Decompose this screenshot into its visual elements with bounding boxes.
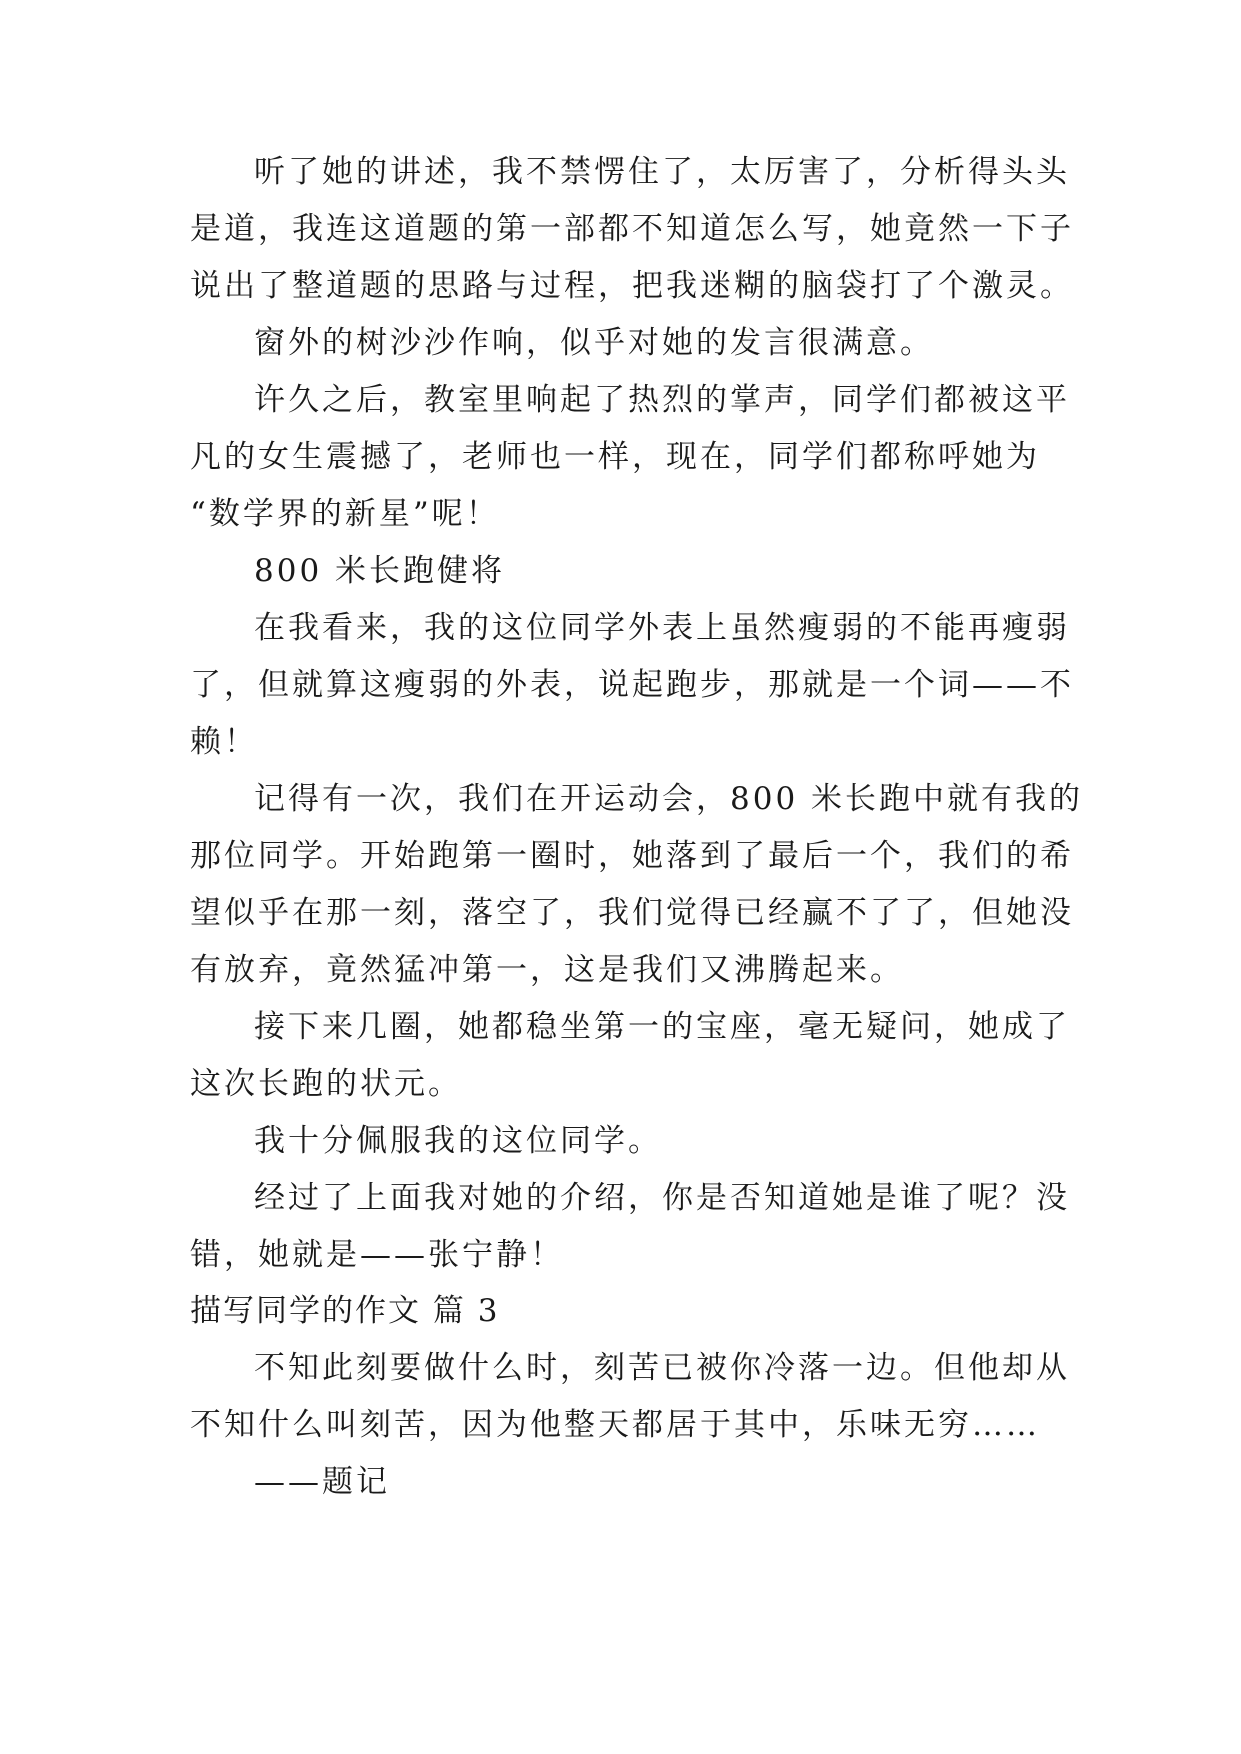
paragraph-3-line-3: “数学界的新星”呢！ (190, 496, 500, 532)
paragraph-6-line-2: 那位同学。开始跑第一圈时，她落到了最后一个，我们的希 (190, 838, 1074, 874)
essay-heading: 描写同学的作文 篇 3 (190, 1293, 500, 1329)
paragraph-5-line-2: 了，但就算这瘦弱的外表，说起跑步，那就是一个词——不 (190, 667, 1074, 703)
paragraph-7-line-1: 接下来几圈，她都稳坐第一的宝座，毫无疑问，她成了 (254, 1009, 1070, 1045)
paragraph-6-line-3: 望似乎在那一刻，落空了，我们觉得已经赢不了了，但她没 (190, 895, 1074, 931)
epigraph-attribution: ——题记 (254, 1464, 390, 1500)
paragraph-5-line-1: 在我看来，我的这位同学外表上虽然瘦弱的不能再瘦弱 (254, 610, 1070, 646)
paragraph-11-line-1: 不知此刻要做什么时，刻苦已被你冷落一边。但他却从 (254, 1350, 1070, 1386)
paragraph-7-line-2: 这次长跑的状元。 (190, 1066, 462, 1102)
paragraph-3-line-1: 许久之后，教室里响起了热烈的掌声，同学们都被这平 (254, 382, 1070, 418)
paragraph-8-line-1: 我十分佩服我的这位同学。 (254, 1123, 662, 1159)
paragraph-2-line-1: 窗外的树沙沙作响，似乎对她的发言很满意。 (254, 325, 934, 361)
paragraph-11-line-2: 不知什么叫刻苦，因为他整天都居于其中，乐味无穷…… (190, 1407, 1040, 1443)
paragraph-9-line-2: 错，她就是——张宁静！ (190, 1237, 564, 1273)
paragraph-6-line-1: 记得有一次，我们在开运动会，800 米长跑中就有我的 (254, 781, 1084, 817)
paragraph-3-line-2: 凡的女生震撼了，老师也一样，现在，同学们都称呼她为 (190, 439, 1040, 475)
paragraph-1-line-2: 是道，我连这道题的第一部都不知道怎么写，她竟然一下子 (190, 211, 1074, 247)
paragraph-1-line-3: 说出了整道题的思路与过程，把我迷糊的脑袋打了个激灵。 (190, 268, 1074, 304)
paragraph-9-line-1: 经过了上面我对她的介绍，你是否知道她是谁了呢？没 (254, 1180, 1070, 1216)
paragraph-6-line-4: 有放弃，竟然猛冲第一，这是我们又沸腾起来。 (190, 952, 904, 988)
paragraph-5-line-3: 赖！ (190, 724, 258, 760)
section-label: 800 米长跑健将 (254, 553, 506, 589)
paragraph-1-line-1: 听了她的讲述，我不禁愣住了，太厉害了，分析得头头 (254, 154, 1070, 190)
